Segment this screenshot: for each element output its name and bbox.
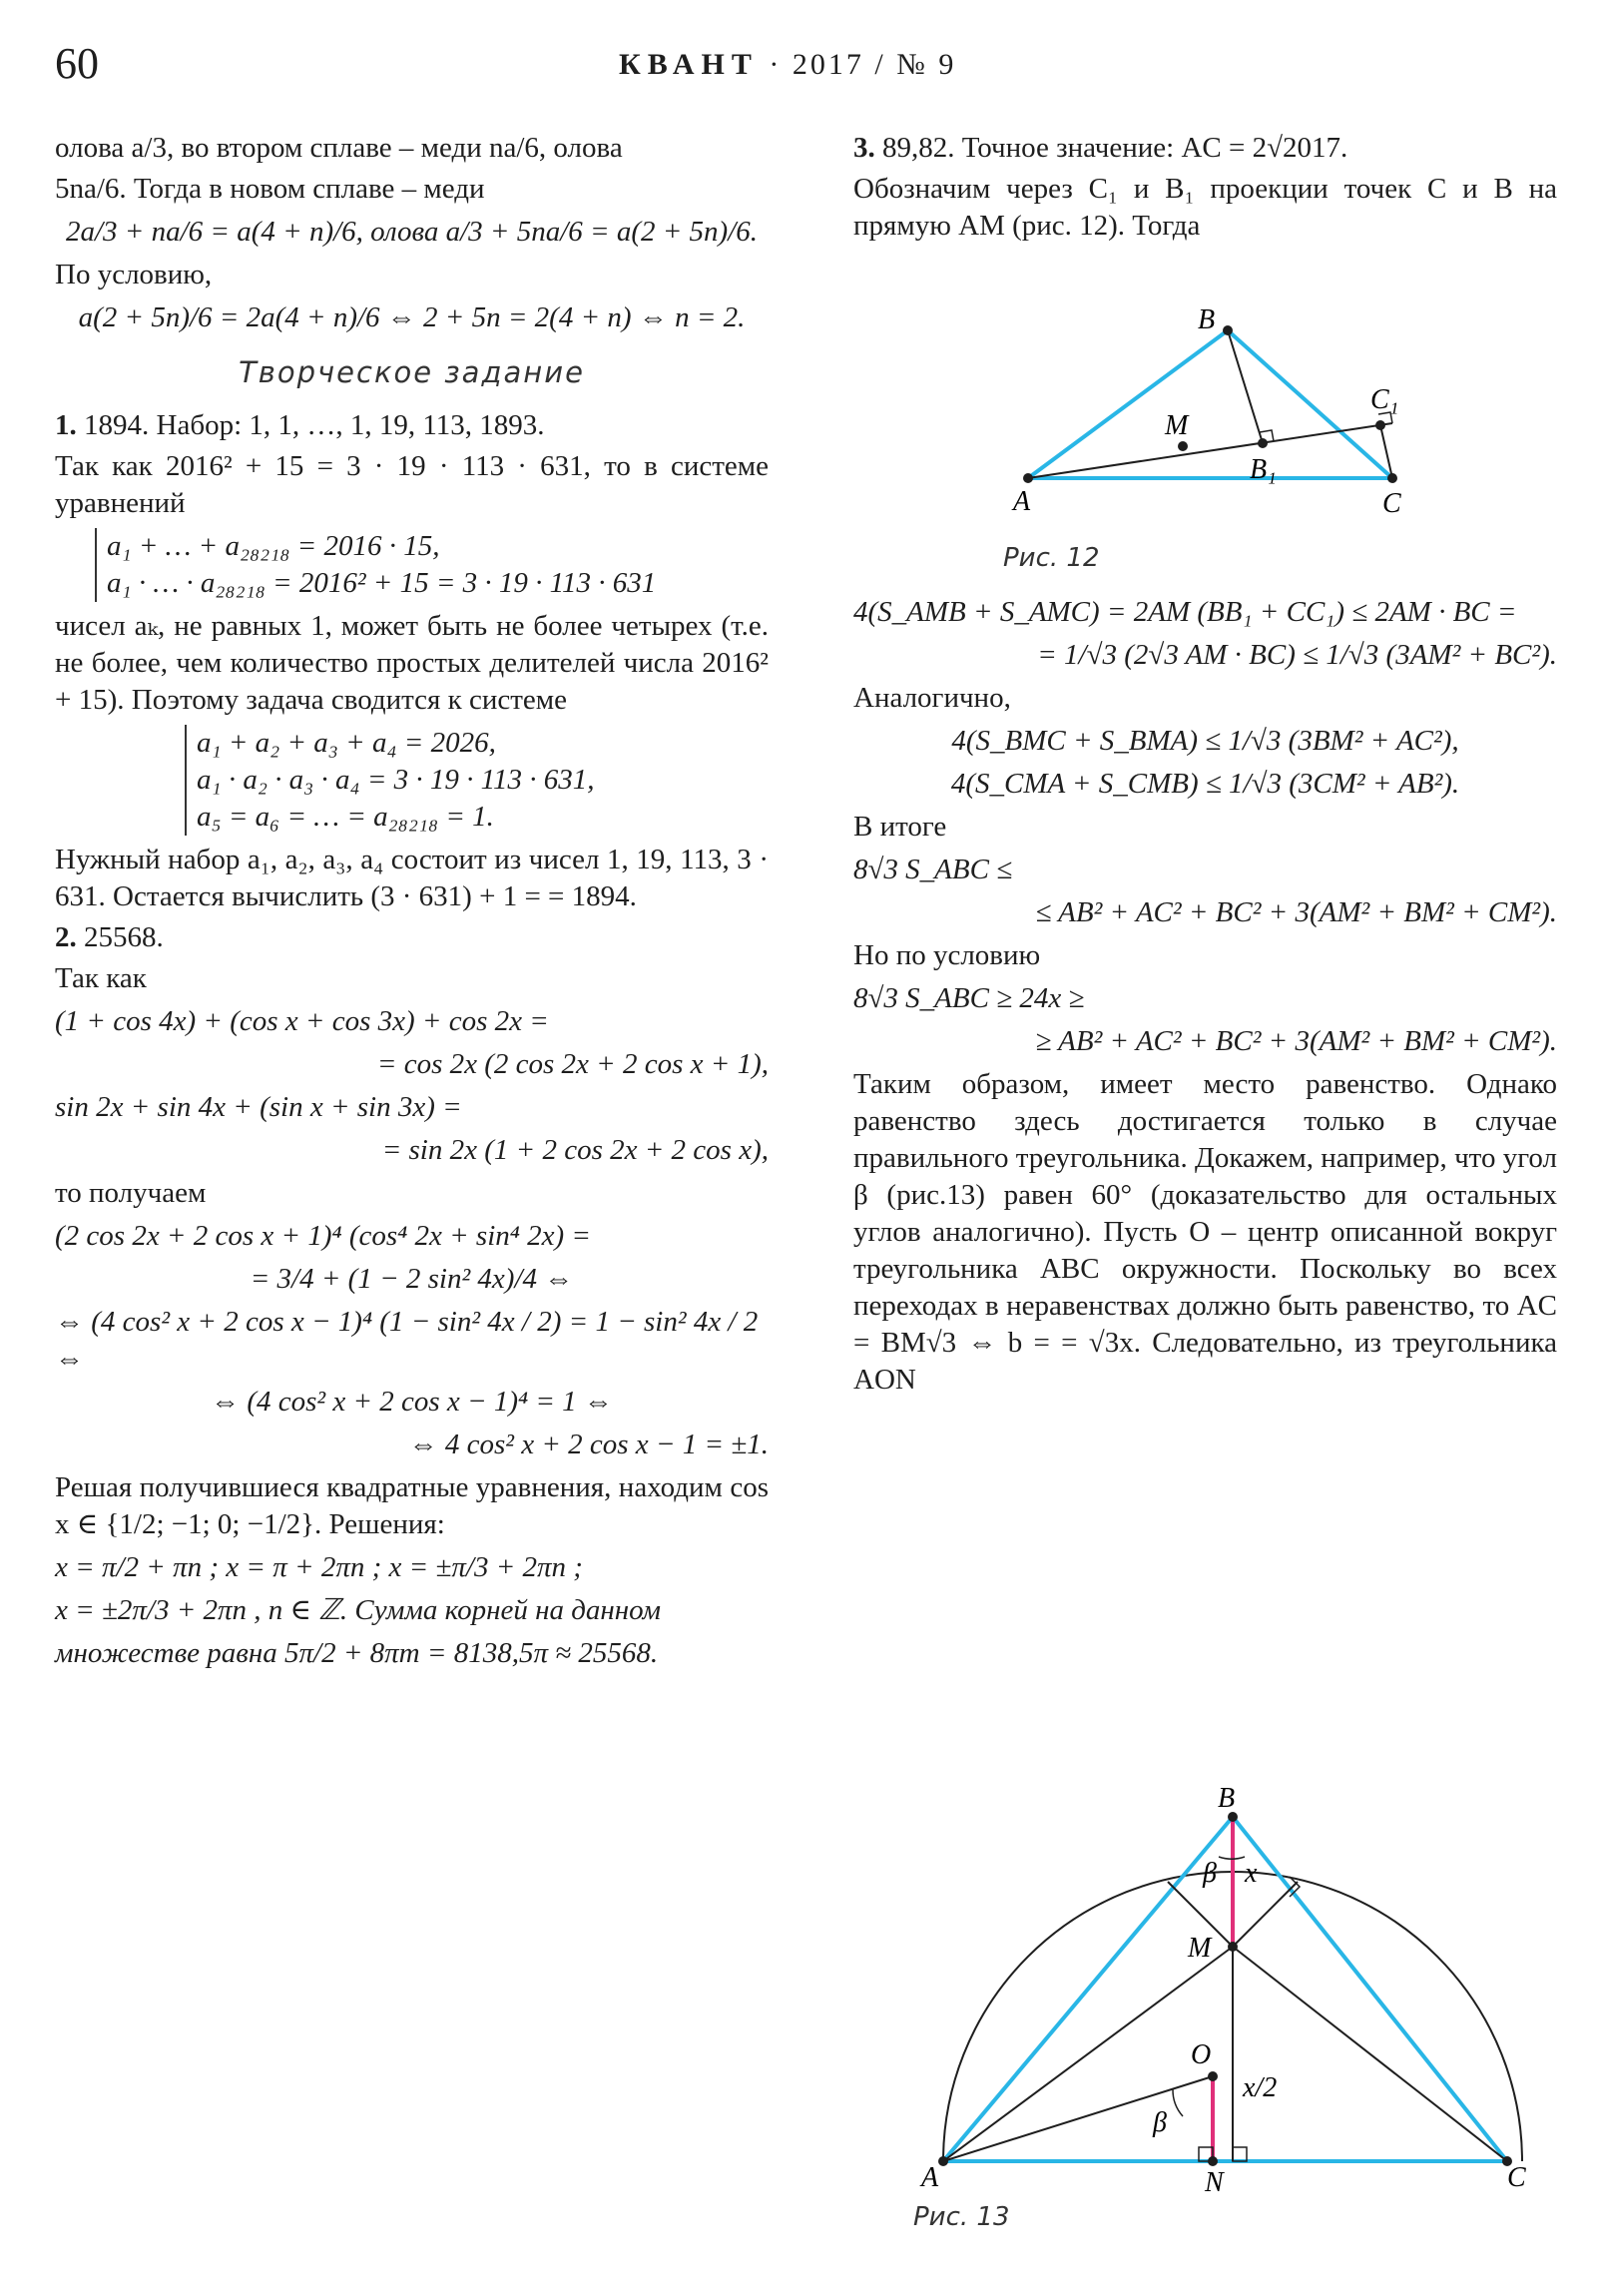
fig12-label-a: A bbox=[1013, 486, 1031, 517]
left-formula-condition: a(2 + 5n)/6 = 2a(4 + n)/6 ⇔ 2 + 5n = 2(4 + n) ⇔ n = 2. bbox=[78, 301, 746, 333]
right-equation-3: 4(S_BMC + S_BMA) ≤ 1/√3 (3BM² + AC²), bbox=[951, 725, 1459, 757]
system-1 bbox=[95, 528, 769, 602]
fig12-label-b1: B₁ bbox=[1250, 454, 1277, 485]
fig13-label-b: B bbox=[1218, 1783, 1236, 1814]
equation-11: x = ±2π/3 + 2πn , n ∈ ℤ. Сумма корней на данном bbox=[55, 1594, 662, 1626]
journal-header bbox=[619, 48, 956, 82]
fig12-side-ab bbox=[1028, 330, 1228, 478]
page-number: 60 bbox=[55, 39, 99, 88]
fig12-label-b: B bbox=[1198, 304, 1216, 335]
fig13-perp-to-bc bbox=[1233, 1882, 1298, 1947]
fig13-line-cm bbox=[1233, 1947, 1507, 2161]
fig13-point-a bbox=[938, 2156, 948, 2166]
problem-2-text: 25568. bbox=[84, 921, 164, 953]
right-equation-5: 8√3 S_ABC ≤ bbox=[853, 854, 1013, 885]
right-column bbox=[853, 130, 1557, 1403]
problem-2-number: 2. bbox=[55, 921, 77, 953]
fig12-label-c: C bbox=[1382, 488, 1401, 519]
problem-1-para-3: Нужный набор a₁, a₂, a₃, a₄ состоит из чисел 1, 19, 113, 3 · 631. Остается вычислить (3 · 631) + 1 = = 1894. bbox=[55, 844, 769, 912]
fig12-label-m: M bbox=[1165, 410, 1189, 441]
problem-1-para-1: Так как 2016² + 15 = 3 · 19 · 113 · 631, то в системе уравнений bbox=[55, 450, 769, 519]
equation-10: x = π/2 + πn ; x = π + 2πn ; x = ±π/3 + 2πn ; bbox=[55, 1551, 583, 1583]
equation-1: (1 + cos 4x) + (cos x + cos 3x) + cos 2x = bbox=[55, 1005, 549, 1037]
fig13-label-x2: x/2 bbox=[1243, 2072, 1278, 2103]
problem-3-number: 3. bbox=[853, 132, 875, 164]
fig12-line-am bbox=[1028, 423, 1392, 478]
fig12-point-b bbox=[1223, 325, 1233, 335]
fig13-point-o bbox=[1208, 2071, 1218, 2081]
right-equation-1: 4(S_AMB + S_AMC) = 2AM (BB₁ + CC₁) ≤ 2AM · BC = bbox=[853, 596, 1517, 628]
figure-12-caption: Рис. 12 bbox=[1003, 543, 1100, 573]
system-1-line-2: a₁ · … · a₂₈₂₁₈ = 2016² + 15 = 3 · 19 · 113 · 631 bbox=[107, 567, 657, 599]
problem-3-answer bbox=[853, 130, 1557, 167]
fig13-label-m: M bbox=[1188, 1933, 1212, 1964]
fig13-label-a: A bbox=[921, 2162, 939, 2193]
problem-1-text: 1894. Набор: 1, 1, …, 1, 19, 113, 1893. bbox=[84, 409, 545, 441]
figure-12-diagram bbox=[853, 249, 1557, 548]
system-2-line-2: a₁ · a₂ · a₃ · a₄ = 3 · 19 · 113 · 631, bbox=[197, 764, 595, 796]
equation-8: ⇔ (4 cos² x + 2 cos x − 1)⁴ = 1 ⇔ bbox=[211, 1386, 613, 1418]
fig12-point-b1 bbox=[1258, 438, 1268, 448]
fig13-point-m bbox=[1228, 1942, 1238, 1952]
right-para-conclusion: Таким образом, имеет место равенство. Однако равенство здесь достигается только в случае правильного треугольника. Докажем, например, что угол β (рис.13) равен 60° (доказательство для остальных углов аналогично). Пусть O – центр описанной вокруг треугольника ABC окружности. Поскольку во всех переходах в неравенствах должно быть равенство, то AC = BM√3 ⇔ b = = √3x. Следовательно, из треугольника AON bbox=[853, 1068, 1557, 1396]
problem-3-text: 89,82. Точное значение: AC = 2√2017. bbox=[882, 132, 1348, 164]
left-formula-alloy: 2a/3 + na/6 = a(4 + n)/6, олова a/3 + 5na/6 = a(2 + 5n)/6. bbox=[65, 216, 759, 248]
figure-13-caption: Рис. 13 bbox=[913, 2202, 1010, 2232]
left-line-1: олова a/3, во втором сплаве – меди na/6, олова bbox=[55, 132, 623, 164]
fig13-label-n: N bbox=[1205, 2167, 1224, 2196]
fig13-right-angle-n bbox=[1233, 2147, 1247, 2161]
problem-2-para-3: Решая получившиеся квадратные уравнения, находим cos x ∈ {1/2; −1; 0; −1/2}. Решения: bbox=[55, 1471, 769, 1540]
right-para-uslovie: Но по условию bbox=[853, 939, 1041, 971]
right-equation-6: ≤ AB² + AC² + BC² + 3(AM² + BM² + CM²). bbox=[1035, 896, 1557, 928]
fig13-angle-beta-o bbox=[1173, 2089, 1183, 2116]
problem-1-para-2: чисел aₖ, не равных 1, может быть не более четырех (т.е. не более, чем количество простых делителей числа 2016² + 15). Поэтому задача сводится к системе bbox=[55, 610, 769, 716]
fig12-point-a bbox=[1023, 473, 1033, 483]
system-2-line-3: a₅ = a₆ = … = a₂₈₂₁₈ = 1. bbox=[197, 801, 494, 833]
fig13-label-o: O bbox=[1191, 2039, 1212, 2070]
right-equation-7: 8√3 S_ABC ≥ 24x ≥ bbox=[853, 982, 1085, 1014]
fig12-point-c1 bbox=[1375, 420, 1385, 430]
right-equation-4: 4(S_CMA + S_CMB) ≤ 1/√3 (3CM² + AB²). bbox=[950, 768, 1460, 800]
fig13-line-ao bbox=[943, 2076, 1213, 2161]
equation-3: sin 2x + sin 4x + (sin x + sin 3x) = bbox=[55, 1091, 462, 1123]
problem-3-para-1: Обозначим через C₁ и B₁ проекции точек C и B на прямую AM (рис. 12). Тогда bbox=[853, 173, 1557, 242]
fig13-line-am bbox=[943, 1947, 1233, 2161]
fig13-label-c: C bbox=[1507, 2162, 1526, 2193]
left-column bbox=[55, 130, 769, 1678]
figure-12 bbox=[853, 249, 1557, 588]
equation-7: ⇔ (4 cos² x + 2 cos x − 1)⁴ (1 − sin² 4x / 2) = 1 − sin² 4x / 2 ⇔ bbox=[55, 1306, 759, 1375]
problem-1-number: 1. bbox=[55, 409, 77, 441]
right-para-itog: В итоге bbox=[853, 811, 947, 843]
equation-9: ⇔ 4 cos² x + 2 cos x − 1 = ±1. bbox=[408, 1429, 769, 1460]
left-line-2: 5na/6. Тогда в новом сплаве – меди bbox=[55, 173, 485, 205]
equation-4: = sin 2x (1 + 2 cos 2x + 2 cos x), bbox=[381, 1134, 769, 1166]
problem-2-para-1: Так как bbox=[55, 962, 147, 994]
fig13-label-x: x bbox=[1245, 1858, 1258, 1889]
fig12-point-c bbox=[1387, 473, 1397, 483]
system-1-line-1: a₁ + … + a₂₈₂₁₈ = 2016 · 15, bbox=[107, 530, 440, 562]
fig13-label-beta-b: β bbox=[1203, 1858, 1217, 1889]
problem-2-answer bbox=[55, 919, 769, 956]
equation-2: = cos 2x (2 cos 2x + 2 cos x + 1), bbox=[376, 1048, 769, 1080]
equation-5: (2 cos 2x + 2 cos x + 1)⁴ (cos⁴ 2x + sin⁴ 2x) = bbox=[55, 1220, 591, 1252]
right-para-analog: Аналогично, bbox=[853, 682, 1011, 714]
right-equation-8: ≥ AB² + AC² + BC² + 3(AM² + BM² + CM²). bbox=[1035, 1025, 1557, 1057]
journal-title: КВАНТ bbox=[619, 48, 759, 81]
fig12-label-c1: C₁ bbox=[1370, 384, 1399, 415]
fig13-label-beta-o: β bbox=[1153, 2107, 1167, 2138]
system-2 bbox=[185, 725, 769, 836]
section-title: Творческое задание bbox=[239, 355, 585, 389]
fig13-point-n bbox=[1208, 2156, 1218, 2166]
right-equation-2: = 1/√3 (2√3 AM · BC) ≤ 1/√3 (3AM² + BC²). bbox=[1037, 639, 1557, 671]
left-line-4: По условию, bbox=[55, 259, 213, 290]
figure-13-diagram bbox=[853, 1777, 1557, 2196]
fig13-side-ab bbox=[943, 1817, 1233, 2161]
problem-1-answer bbox=[55, 407, 769, 444]
system-2-line-1: a₁ + a₂ + a₃ + a₄ = 2026, bbox=[197, 727, 496, 759]
problem-2-para-2: то получаем bbox=[55, 1177, 207, 1209]
equation-6: = 3/4 + (1 − 2 sin² 4x)/4 ⇔ bbox=[250, 1263, 574, 1295]
fig12-point-m bbox=[1178, 441, 1188, 451]
equation-12: множестве равна 5π/2 + 8πm = 8138,5π ≈ 25568. bbox=[55, 1637, 659, 1669]
journal-issue: · 2017 / № 9 bbox=[769, 48, 957, 81]
figure-13 bbox=[853, 1777, 1557, 2246]
